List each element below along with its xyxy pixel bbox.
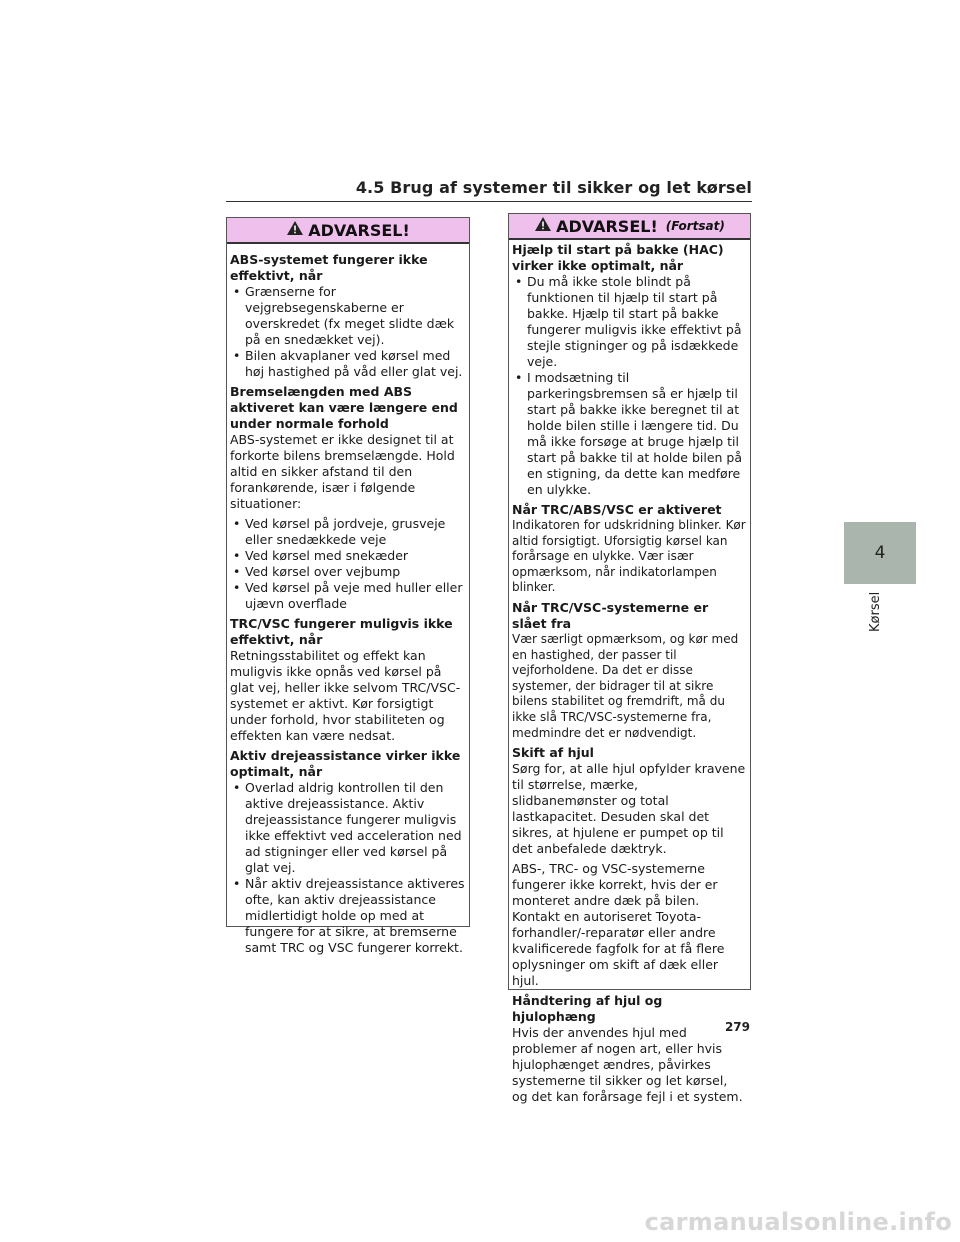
list-item: • Grænserne for vejgrebsegenskaberne er overskredet (fx meget slidte dæk på en snedækket vej). <box>230 284 465 348</box>
header-rule <box>226 201 752 202</box>
page-number: 279 <box>724 1020 750 1034</box>
paragraph: Vær særligt opmærksom, og kør med en hastighed, der passer til vejforholdene. Da det er disse systemer, der bidrager til at sikre bilens stabilitet og fremdrift, må du ikke slå TRC/VSC-systemerne fra, medmindre det er nødvendigt. <box>512 631 739 740</box>
chapter-label-text: Kørsel <box>868 591 883 632</box>
section-hac <box>512 242 746 498</box>
section-brake-distance <box>230 384 465 612</box>
section-abs <box>230 252 465 380</box>
list-item: • Overlad aldrig kontrollen til den aktive drejeassistance. Aktiv drejeassistance fungerer muligvis ikke effektivt ved acceleration ned ad stigninger eller ved kørsel på glat vej. <box>230 780 465 876</box>
section-wheel-change <box>512 745 746 989</box>
warning-triangle-icon <box>534 216 552 236</box>
warning-header <box>227 218 469 244</box>
section-title: TRC/VSC fungerer muligvis ikke effektivt, når <box>230 616 453 647</box>
paragraph: Retningsstabilitet og effekt kan muligvis ikke opnås ved kørsel på glat vej, heller ikke selvom TRC/VSC-systemet er aktivt. Kør forsigtigt under forhold, hvor stabiliteten og effekten kan være nedsat. <box>230 648 461 743</box>
paragraph: Sørg for, at alle hjul opfylder kravene til størrelse, mærke, slidbanemønster og total lastkapacitet. Desuden skal det sikres, at hjulene er pumpet op til det anbefalede dæktryk. <box>512 761 746 857</box>
list-item: • Bilen akvaplaner ved kørsel med høj hastighed på våd eller glat vej. <box>230 348 465 380</box>
paragraph: ABS-, TRC- og VSC-systemerne fungerer ikke korrekt, hvis der er monteret andre dæk på bilen. Kontakt en autoriseret Toyota-forhandler/-reparatør eller andre kvalificerede fagfolk for at få flere oplysninger om skift af dæk eller hjul. <box>512 861 725 989</box>
section-title: Håndtering af hjul og hjulophæng <box>512 993 663 1025</box>
bullet-list <box>230 516 465 612</box>
section-trc-vsc-off <box>512 600 746 741</box>
bullet-list <box>230 284 465 380</box>
section-title: Når TRC/ABS/VSC er aktiveret <box>512 502 722 517</box>
paragraph: ABS-systemet er ikke designet til at forkorte bilens bremselængde. Hold altid en sikker afstand til den forankørende, især i følgende situationer: <box>230 432 455 511</box>
section-title: Når TRC/VSC-systemerne er slået fra <box>512 599 709 631</box>
warning-title: ADVARSEL! <box>308 220 410 240</box>
list-item: • Ved kørsel på jordveje, grusveje eller snedækkede veje <box>230 516 465 548</box>
section-active-cornering <box>230 748 465 956</box>
warning-triangle-icon <box>286 220 304 240</box>
section-header: 4.5 Brug af systemer til sikker og let kørsel <box>355 178 752 197</box>
list-item: • Ved kørsel over vejbump <box>230 564 465 580</box>
warning-header <box>509 214 750 240</box>
warning-content <box>227 244 469 956</box>
watermark: carmanualsonline.info <box>644 1208 952 1236</box>
bullet-list <box>230 780 465 956</box>
list-item: • Du må ikke stole blindt på funktionen til hjælp til start på bakke. Hjælp til start på bakke fungerer muligvis ikke effektivt på stejle stigninger og på isdækkede veje. <box>512 274 746 370</box>
chapter-label <box>860 590 900 630</box>
chapter-tab[interactable] <box>844 522 916 584</box>
chapter-number: 4 <box>874 543 886 563</box>
section-title: Bremselængden med ABS aktiveret kan være længere end under normale forhold <box>230 384 458 431</box>
warning-content <box>509 240 750 1105</box>
section-wheel-suspension <box>512 993 746 1105</box>
paragraph: Indikatoren for udskridning blinker. Kør altid forsigtigt. Uforsigtig kørsel kan forårsage en ulykke. Vær især opmærksom, når indikatorlampen blinker. <box>512 518 746 595</box>
continued-label: (Fortsat) <box>665 219 725 233</box>
bullet-list <box>512 274 746 498</box>
section-trc-vsc <box>230 616 465 744</box>
section-trc-abs-vsc-active <box>512 502 746 596</box>
list-item: • Når aktiv drejeassistance aktiveres ofte, kan aktiv drejeassistance midlertidigt holde op med at fungere for at sikre, at bremserne samt TRC og VSC fungerer korrekt. <box>230 876 465 956</box>
section-title: ABS-systemet fungerer ikke effektivt, når <box>230 252 428 283</box>
section-title: Skift af hjul <box>512 745 594 761</box>
warning-title: ADVARSEL! <box>556 216 658 236</box>
paragraph: Hvis der anvendes hjul med problemer af nogen art, eller hvis hjulophænget ændres, påvirkes systemerne til sikker og let kørsel, og det kan forårsage fejl i et system. <box>512 1025 743 1105</box>
section-title: Aktiv drejeassistance virker ikke optimalt, når <box>230 748 461 779</box>
section-title: Hjælp til start på bakke (HAC) virker ikke optimalt, når <box>512 242 724 273</box>
list-item: • Ved kørsel med snekæder <box>230 548 465 564</box>
list-item: • I modsætning til parkeringsbremsen så er hjælp til start på bakke ikke beregnet til at holde bilen stille i længere tid. Du må ikke forsøge at bruge hjælp til start på bakke til at holde bilen på en stigning, da dette kan medføre en ulykke. <box>512 370 746 498</box>
warning-box-left <box>226 217 470 955</box>
list-item: • Ved kørsel på veje med huller eller ujævn overflade <box>230 580 465 612</box>
